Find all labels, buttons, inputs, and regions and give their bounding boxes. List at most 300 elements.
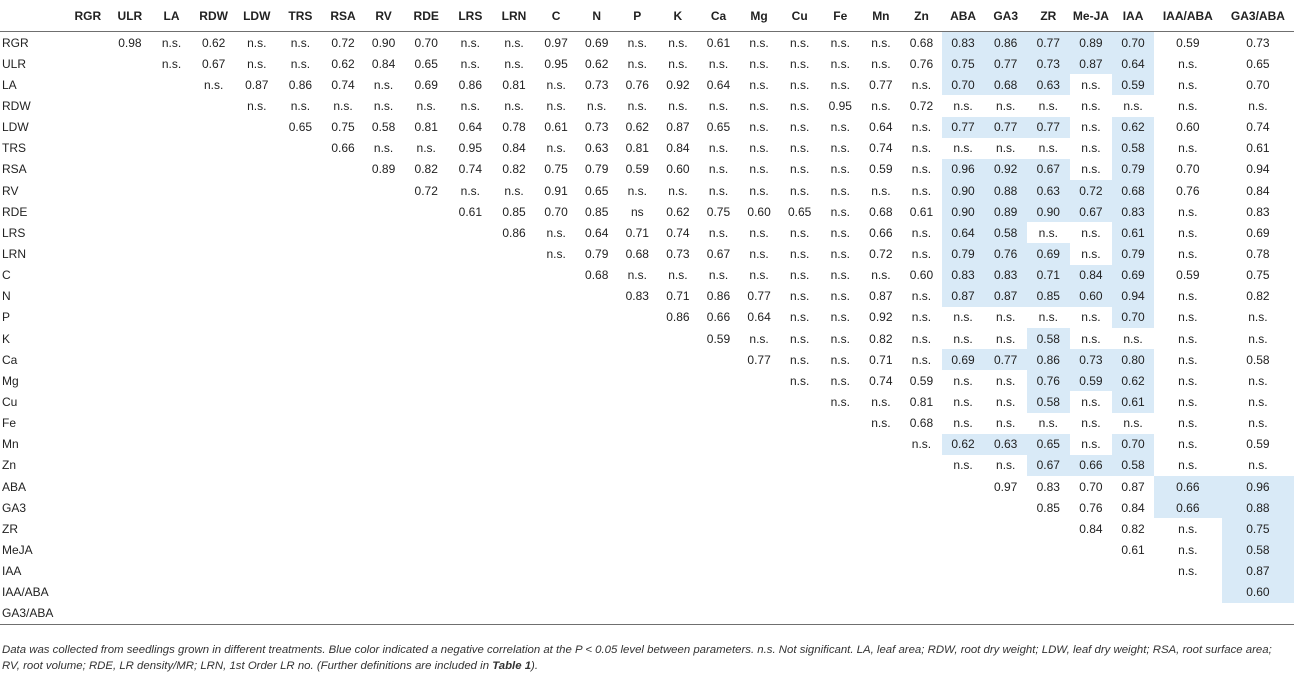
table-cell: 0.78: [502, 120, 526, 135]
table-cell: n.s.: [830, 331, 850, 346]
table-cell: [861, 434, 902, 455]
table-row: [0, 201, 1294, 222]
table-cell: [449, 603, 493, 625]
table-cell: [449, 561, 493, 582]
table-cell: 0.74: [458, 162, 483, 177]
table-cell: n.s.: [627, 268, 647, 283]
table-cell: 0.95: [458, 141, 483, 156]
table-row: [0, 539, 1294, 560]
row-header: GA3: [2, 500, 27, 515]
table-cell: n.s.: [830, 268, 850, 283]
table-cell: n.s.: [1178, 521, 1198, 536]
table-cell: 0.84: [371, 56, 396, 71]
table-cell: [323, 370, 364, 391]
table-cell: [323, 603, 364, 625]
row-header: LDW: [2, 120, 29, 135]
table-cell: [109, 222, 152, 243]
table-cell: [235, 222, 278, 243]
table-cell: 0.59: [909, 373, 934, 388]
table-cell: n.s.: [373, 98, 394, 113]
column-header: Mn: [861, 0, 902, 32]
table-cell: [151, 518, 192, 539]
table-cell: n.s.: [911, 77, 932, 92]
table-cell: [404, 455, 449, 476]
table-cell: n.s.: [871, 35, 891, 50]
table-cell: [235, 476, 278, 497]
table-cell: [404, 349, 449, 370]
table-cell: [151, 370, 192, 391]
table-cell: n.s.: [1178, 394, 1198, 409]
table-cell: 0.61: [1112, 391, 1154, 412]
table-cell: n.s.: [1248, 416, 1268, 431]
table-cell: [235, 497, 278, 518]
table-cell: [536, 582, 577, 603]
table-cell: [901, 476, 942, 497]
table-cell: 0.87: [942, 286, 985, 307]
table-cell: 0.81: [909, 394, 934, 409]
table-cell: 0.67: [201, 56, 226, 71]
row-header: Cu: [2, 394, 18, 409]
table-cell: 0.70: [942, 74, 985, 95]
table-cell: 0.86: [666, 310, 690, 325]
table-cell: n.s.: [708, 268, 729, 283]
table-cell: 0.94: [1246, 162, 1270, 177]
table-cell: n.s.: [504, 98, 524, 113]
table-cell: [67, 201, 109, 222]
table-cell: n.s.: [247, 98, 267, 113]
table-cell: 0.76: [1027, 370, 1070, 391]
table-cell: [1070, 603, 1113, 625]
table-cell: n.s.: [830, 141, 850, 156]
table-cell: [492, 539, 536, 560]
table-cell: [779, 561, 820, 582]
row-header: Mg: [2, 373, 19, 388]
table-cell: n.s.: [290, 35, 311, 50]
table-cell: [576, 286, 617, 307]
table-cell: 0.65: [585, 183, 609, 198]
table-cell: n.s.: [749, 183, 769, 198]
table-cell: [278, 603, 323, 625]
table-cell: [109, 349, 152, 370]
table-cell: [492, 561, 536, 582]
table-cell: [109, 476, 152, 497]
table-cell: [536, 307, 577, 328]
table-cell: [151, 413, 192, 434]
table-cell: 0.60: [1222, 582, 1294, 603]
table-cell: 0.97: [994, 479, 1018, 494]
table-cell: 0.86: [706, 289, 731, 304]
table-cell: [151, 476, 192, 497]
table-cell: [820, 476, 861, 497]
table-cell: 0.89: [984, 201, 1027, 222]
table-cell: 0.88: [1222, 497, 1294, 518]
table-cell: n.s.: [830, 35, 850, 50]
table-cell: 0.87: [869, 289, 893, 304]
table-cell: [698, 434, 739, 455]
table-cell: 0.68: [909, 416, 934, 431]
column-header: RDE: [404, 0, 449, 32]
table-cell: [576, 370, 617, 391]
table-cell: [404, 370, 449, 391]
table-cell: [576, 455, 617, 476]
table-cell: 0.77: [869, 77, 893, 92]
table-cell: [363, 349, 404, 370]
table-cell: 0.70: [1176, 162, 1200, 177]
table-cell: n.s.: [953, 458, 973, 473]
table-cell: 0.87: [984, 286, 1027, 307]
table-cell: n.s.: [416, 141, 436, 156]
table-cell: 0.58: [1112, 138, 1154, 159]
table-cell: 0.65: [1027, 434, 1070, 455]
table-cell: [617, 370, 658, 391]
table-cell: [658, 518, 699, 539]
table-cell: n.s.: [203, 77, 224, 92]
table-cell: n.s.: [953, 141, 973, 156]
table-cell: [698, 413, 739, 434]
table-cell: n.s.: [460, 56, 481, 71]
table-row: [0, 243, 1294, 264]
table-cell: 0.71: [666, 289, 690, 304]
table-cell: [536, 497, 577, 518]
table-cell: [449, 539, 493, 560]
table-cell: 0.80: [1112, 349, 1154, 370]
table-cell: [617, 434, 658, 455]
table-cell: [151, 328, 192, 349]
table-cell: [192, 222, 236, 243]
row-header: Ca: [2, 352, 18, 367]
table-row: [0, 391, 1294, 412]
column-header: N: [576, 0, 617, 32]
table-cell: n.s.: [290, 56, 311, 71]
table-cell: [278, 222, 323, 243]
table-cell: [449, 434, 493, 455]
table-cell: [67, 434, 109, 455]
table-cell: [617, 539, 658, 560]
table-cell: [942, 476, 985, 497]
table-cell: [779, 434, 820, 455]
table-cell: n.s.: [871, 56, 891, 71]
table-cell: [323, 561, 364, 582]
table-cell: [109, 413, 152, 434]
table-cell: 0.63: [1027, 180, 1070, 201]
table-cell: 0.67: [706, 246, 731, 261]
table-cell: 0.85: [1027, 286, 1070, 307]
table-cell: [235, 434, 278, 455]
table-cell: 0.59: [1246, 437, 1270, 452]
table-row: [0, 117, 1294, 138]
table-cell: n.s.: [790, 268, 810, 283]
table-cell: [278, 582, 323, 603]
table-cell: n.s.: [627, 98, 647, 113]
column-header: Cu: [779, 0, 820, 32]
table-cell: [942, 603, 985, 625]
table-cell: [658, 349, 699, 370]
table-cell: 0.74: [869, 373, 893, 388]
table-cell: n.s.: [830, 246, 850, 261]
table-cell: [617, 476, 658, 497]
table-cell: 0.91: [544, 183, 568, 198]
table-cell: [404, 413, 449, 434]
table-cell: [449, 476, 493, 497]
table-cell: [576, 603, 617, 625]
table-footnote: [2, 642, 1292, 674]
table-cell: n.s.: [790, 310, 810, 325]
table-cell: n.s.: [1178, 564, 1198, 579]
table-cell: [109, 603, 152, 625]
table-cell: n.s.: [749, 331, 769, 346]
table-cell: [363, 222, 404, 243]
table-cell: [151, 391, 192, 412]
table-cell: 0.82: [502, 162, 526, 177]
table-cell: [192, 413, 236, 434]
table-cell: [404, 497, 449, 518]
table-cell: [151, 265, 192, 286]
table-cell: n.s.: [708, 183, 729, 198]
table-cell: [235, 582, 278, 603]
table-cell: [658, 434, 699, 455]
table-cell: 0.86: [984, 32, 1027, 54]
table-cell: [109, 391, 152, 412]
table-cell: n.s.: [1081, 331, 1101, 346]
table-cell: n.s.: [953, 98, 973, 113]
table-cell: [404, 286, 449, 307]
table-cell: [323, 201, 364, 222]
table-cell: n.s.: [1248, 98, 1268, 113]
table-cell: 0.84: [1246, 183, 1270, 198]
table-cell: [1070, 539, 1113, 560]
column-header: RV: [363, 0, 404, 32]
table-cell: [235, 117, 278, 138]
table-cell: n.s.: [290, 98, 311, 113]
table-cell: [739, 434, 780, 455]
table-cell: 0.87: [1121, 479, 1145, 494]
table-cell: 0.82: [1121, 521, 1145, 536]
table-cell: [861, 518, 902, 539]
table-cell: 0.60: [909, 268, 934, 283]
table-cell: [942, 561, 985, 582]
table-cell: 0.86: [288, 77, 313, 92]
table-cell: [192, 349, 236, 370]
table-cell: n.s.: [1248, 373, 1268, 388]
table-cell: [192, 117, 236, 138]
table-cell: [536, 328, 577, 349]
table-cell: [536, 265, 577, 286]
table-cell: [779, 539, 820, 560]
table-cell: [404, 561, 449, 582]
table-cell: n.s.: [668, 56, 688, 71]
table-row: [0, 159, 1294, 180]
table-cell: [151, 349, 192, 370]
table-cell: 0.92: [984, 159, 1027, 180]
table-cell: [278, 561, 323, 582]
table-cell: [1027, 518, 1070, 539]
table-cell: 0.69: [585, 35, 609, 50]
table-row: [0, 518, 1294, 539]
table-cell: [192, 539, 236, 560]
table-cell: n.s.: [749, 56, 769, 71]
table-cell: [235, 243, 278, 264]
table-cell: n.s.: [996, 458, 1016, 473]
table-cell: [235, 159, 278, 180]
table-cell: [109, 455, 152, 476]
table-cell: n.s.: [790, 98, 810, 113]
table-cell: [109, 138, 152, 159]
table-cell: [109, 180, 152, 201]
table-cell: [192, 434, 236, 455]
table-cell: [404, 391, 449, 412]
table-cell: [67, 286, 109, 307]
table-cell: 0.72: [331, 35, 355, 50]
table-cell: 0.90: [942, 180, 985, 201]
column-header: LRS: [449, 0, 493, 32]
table-cell: [1027, 561, 1070, 582]
table-cell: [779, 391, 820, 412]
table-cell: [67, 497, 109, 518]
column-header: ABA: [942, 0, 985, 32]
table-cell: [492, 307, 536, 328]
table-cell: n.s.: [830, 77, 850, 92]
table-cell: 0.63: [1027, 74, 1070, 95]
table-cell: [658, 476, 699, 497]
table-cell: [942, 497, 985, 518]
table-cell: n.s.: [333, 98, 353, 113]
table-cell: 0.74: [869, 141, 893, 156]
table-cell: n.s.: [871, 268, 891, 283]
table-cell: [576, 497, 617, 518]
table-cell: [449, 286, 493, 307]
table-cell: n.s.: [1248, 331, 1268, 346]
table-cell: n.s.: [790, 373, 810, 388]
table-cell: [235, 539, 278, 560]
table-cell: [363, 328, 404, 349]
table-cell: [323, 222, 364, 243]
table-cell: 0.64: [585, 225, 609, 240]
table-cell: [942, 518, 985, 539]
table-cell: [492, 603, 536, 625]
table-cell: 0.61: [909, 204, 934, 219]
table-cell: [109, 307, 152, 328]
table-cell: [109, 497, 152, 518]
table-cell: n.s.: [1123, 98, 1143, 113]
table-cell: 0.77: [984, 53, 1027, 74]
table-cell: [235, 391, 278, 412]
table-row: [0, 53, 1294, 74]
table-cell: [492, 370, 536, 391]
table-cell: [323, 349, 364, 370]
table-cell: 0.77: [1027, 117, 1070, 138]
table-cell: [67, 518, 109, 539]
table-cell: [404, 539, 449, 560]
table-cell: [67, 53, 109, 74]
table-cell: 0.84: [1070, 265, 1113, 286]
table-cell: [363, 201, 404, 222]
corner-header: [0, 0, 67, 32]
table-cell: [278, 159, 323, 180]
table-cell: [323, 582, 364, 603]
table-cell: [278, 265, 323, 286]
table-cell: 0.59: [706, 331, 731, 346]
table-cell: 0.62: [625, 120, 649, 135]
table-cell: [192, 476, 236, 497]
table-cell: [617, 455, 658, 476]
table-cell: n.s.: [708, 162, 729, 177]
table-cell: 0.83: [984, 265, 1027, 286]
table-cell: [658, 603, 699, 625]
table-cell: n.s.: [830, 225, 850, 240]
column-header: P: [617, 0, 658, 32]
table-cell: n.s.: [830, 183, 850, 198]
table-cell: n.s.: [546, 77, 566, 92]
table-cell: [109, 159, 152, 180]
table-cell: 0.97: [544, 35, 568, 50]
table-cell: [151, 455, 192, 476]
table-cell: 0.58: [1246, 352, 1270, 367]
table-cell: [698, 518, 739, 539]
table-cell: [278, 539, 323, 560]
table-cell: n.s.: [504, 56, 524, 71]
table-cell: [536, 370, 577, 391]
footnote-table-link[interactable]: Table 1: [492, 660, 532, 672]
table-row: [0, 582, 1294, 603]
table-cell: [698, 497, 739, 518]
table-cell: [67, 413, 109, 434]
table-cell: 0.90: [1027, 201, 1070, 222]
row-header: RV: [2, 183, 19, 198]
table-cell: [449, 349, 493, 370]
table-cell: [192, 497, 236, 518]
table-row: [0, 265, 1294, 286]
table-cell: 0.60: [747, 204, 771, 219]
table-cell: 0.87: [1222, 561, 1294, 582]
table-cell: 0.84: [1079, 521, 1103, 536]
column-header: Ca: [698, 0, 739, 32]
table-cell: [576, 434, 617, 455]
table-cell: [192, 95, 236, 116]
column-header: LRN: [492, 0, 536, 32]
table-cell: n.s.: [546, 225, 566, 240]
table-cell: 0.72: [1070, 180, 1113, 201]
table-cell: [192, 370, 236, 391]
column-header: RDW: [192, 0, 236, 32]
table-cell: n.s.: [911, 162, 932, 177]
table-cell: n.s.: [460, 98, 481, 113]
table-cell: n.s.: [911, 141, 932, 156]
table-cell: [739, 539, 780, 560]
table-cell: [151, 434, 192, 455]
table-cell: 0.63: [984, 434, 1027, 455]
table-cell: [1027, 582, 1070, 603]
table-cell: [739, 476, 780, 497]
table-cell: 0.76: [1079, 500, 1103, 515]
table-cell: [192, 582, 236, 603]
table-cell: 0.89: [371, 162, 396, 177]
table-cell: [404, 243, 449, 264]
table-cell: [67, 307, 109, 328]
table-cell: [658, 539, 699, 560]
table-cell: [235, 518, 278, 539]
table-cell: [109, 95, 152, 116]
table-cell: [151, 117, 192, 138]
table-cell: n.s.: [830, 352, 850, 367]
table-cell: [109, 74, 152, 95]
table-cell: [363, 497, 404, 518]
table-cell: [151, 603, 192, 625]
table-cell: n.s.: [587, 98, 607, 113]
table-cell: n.s.: [871, 183, 891, 198]
table-cell: [151, 180, 192, 201]
table-cell: 0.79: [585, 246, 609, 261]
table-cell: [576, 518, 617, 539]
